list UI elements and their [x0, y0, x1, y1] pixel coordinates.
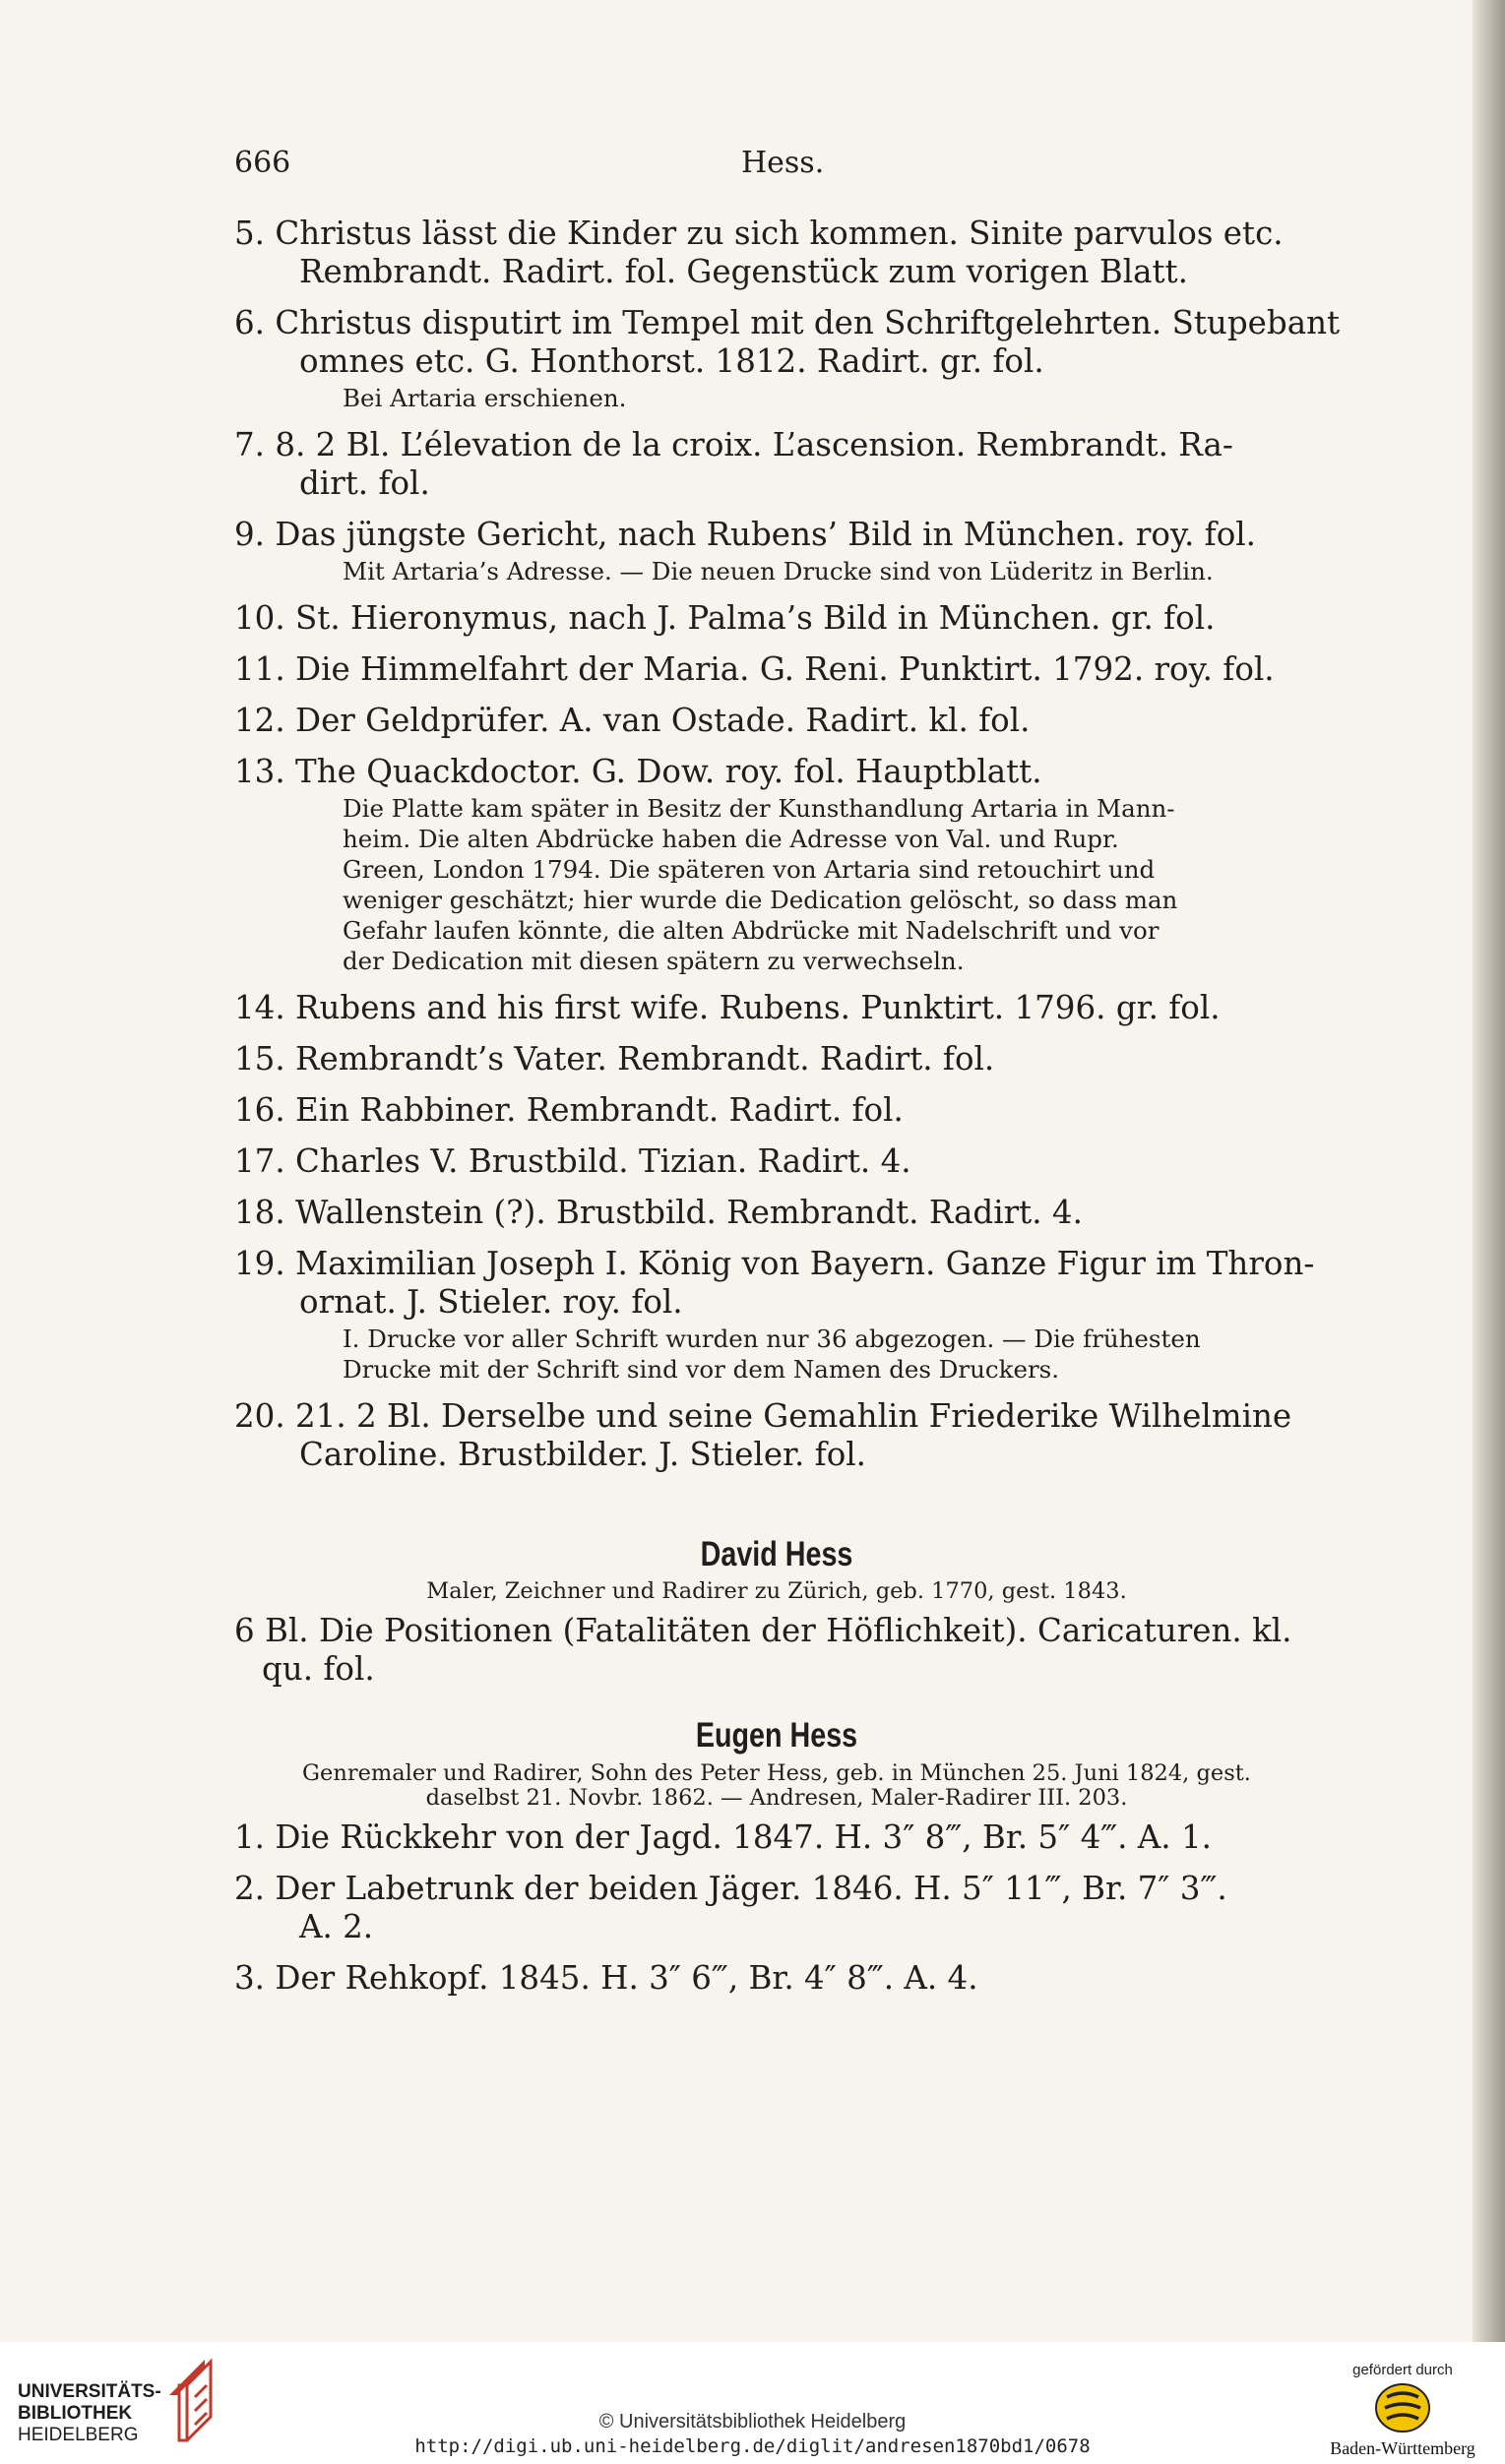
entry-line: 19. Maximilian Joseph I. König von Bayern. Ganze Figur im Thron-: [234, 1245, 1315, 1282]
catalogue-entry: [234, 1397, 1319, 1474]
catalogue-entry: [234, 702, 1319, 740]
note-line: I. Drucke vor aller Schrift wurden nur 36 abgezogen. — Die frühesten: [343, 1324, 1201, 1353]
entry-line: 17. Charles V. Brustbild. Tizian. Radirt. 4.: [234, 1142, 911, 1180]
note-line: Bei Artaria erschienen.: [343, 384, 627, 412]
entry-line: 15. Rembrandt’s Vater. Rembrandt. Radirt. fol.: [234, 1040, 995, 1078]
entry-line: 2. Der Labetrunk der beiden Jäger. 1846. H. 5″ 11‴, Br. 7″ 3‴.: [234, 1870, 1227, 1907]
entry-line: 7. 8. 2 Bl. L’élevation de la croix. L’ascension. Rembrandt. Ra-: [234, 426, 1233, 463]
running-title: Hess.: [741, 146, 825, 180]
entry-line: 11. Die Himmelfahrt der Maria. G. Reni. Punktirt. 1792. roy. fol.: [234, 650, 1275, 688]
entry-line: omnes etc. G. Honthorst. 1812. Radirt. gr. fol.: [299, 342, 1044, 380]
entry-line: 9. Das jüngste Gericht, nach Rubens’ Bild in München. roy. fol.: [234, 516, 1256, 553]
catalogue-entries: [234, 215, 1341, 1474]
note-line: Green, London 1794. Die späteren von Artaria sind retouchirt und: [343, 855, 1156, 884]
entry-line: 16. Ein Rabbiner. Rembrandt. Radirt. fol.: [234, 1091, 904, 1129]
funded-by-label: gefördert durch: [1352, 2362, 1453, 2378]
entry-line: 5. Christus lässt die Kinder zu sich kommen. Sinite parvulos etc.: [234, 215, 1284, 252]
page-number: 666: [234, 146, 291, 180]
catalogue-entry: [234, 1245, 1319, 1322]
catalogue-entry: [234, 516, 1319, 554]
catalogue-entry: [234, 1870, 1319, 1946]
entry-line: 6 Bl. Die Positionen (Fatalitäten der Höflichkeit). Caricaturen. kl.: [234, 1612, 1292, 1649]
page-header: [234, 146, 1319, 187]
entry-line: dirt. fol.: [299, 464, 430, 502]
note-line: Die Platte kam später in Besitz der Kunsthandlung Artaria in Mann-: [343, 794, 1175, 823]
entry-line: 1. Die Rückkehr von der Jagd. 1847. H. 3″ 8‴, Br. 5″ 4‴. A. 1.: [234, 1818, 1212, 1856]
page-content: [234, 215, 1341, 1998]
entry-line: 20. 21. 2 Bl. Derselbe und seine Gemahlin Friederike Wilhelmine: [234, 1397, 1292, 1435]
catalogue-entry: [234, 1959, 1319, 1998]
note-line: weniger geschätzt; hier wurde die Dedication gelöscht, so dass man: [343, 886, 1178, 914]
entry-note: [234, 383, 1319, 413]
entry-line: 18. Wallenstein (?). Brustbild. Rembrandt. Radirt. 4.: [234, 1194, 1083, 1231]
entry-line: A. 2.: [299, 1908, 374, 1945]
catalogue-entry: [234, 426, 1319, 503]
catalogue-entry: [234, 1142, 1319, 1181]
catalogue-entry: [234, 215, 1319, 291]
permalink-url[interactable]: http://digi.ub.uni-heidelberg.de/diglit/andresen1870bd1/0678: [414, 2435, 1091, 2457]
baden-wuerttemberg-crest-icon: [1373, 2381, 1432, 2434]
entry-line: ornat. J. Stieler. roy. fol.: [299, 1283, 683, 1321]
catalogue-entry: [234, 650, 1319, 689]
catalogue-entry: [234, 1040, 1319, 1078]
catalogue-entry: [234, 1818, 1319, 1857]
eugen-hess-subtitle-line: Genremaler und Radirer, Sohn des Peter Hess, geb. in München 25. Juni 1824, gest.: [302, 1760, 1251, 1786]
sponsor-name: Baden-Württemberg: [1330, 2438, 1475, 2458]
eugen-hess-entries: [234, 1818, 1319, 1998]
library-name: UNIVERSITÄTS- BIBLIOTHEK HEIDELBERG: [18, 2381, 161, 2445]
note-line: der Dedication mit diesen spätern zu verwechseln.: [343, 947, 965, 975]
entry-line: 13. The Quackdoctor. G. Dow. roy. fol. Hauptblatt.: [234, 753, 1042, 790]
catalogue-entry: [234, 599, 1319, 638]
catalogue-entry: [234, 753, 1319, 791]
entry-line: Rembrandt. Radirt. fol. Gegenstück zum vorigen Blatt.: [299, 253, 1188, 290]
note-line: Gefahr laufen könnte, die alten Abdrücke mit Nadelschrift und vor: [343, 916, 1160, 945]
note-line: Mit Artaria’s Adresse. — Die neuen Drucke sind von Lüderitz in Berlin.: [343, 557, 1214, 585]
section-heading-david-hess: David Hess: [700, 1535, 853, 1573]
catalogue-entry: [234, 304, 1341, 381]
note-line: heim. Die alten Abdrücke haben die Adresse von Val. und Rupr.: [343, 825, 1119, 853]
entry-line: 6. Christus disputirt im Tempel mit den Schriftgelehrten. Stupebant: [234, 304, 1341, 341]
footer-bar: [0, 2342, 1505, 2464]
copyright-notice: © Universitätsbibliothek Heidelberg: [598, 2411, 907, 2433]
eugen-hess-subtitle-line: daselbst 21. Novbr. 1862. — Andresen, Maler-Radirer III. 203.: [425, 1785, 1128, 1811]
entry-line: 10. St. Hieronymus, nach J. Palma’s Bild in München. gr. fol.: [234, 599, 1216, 637]
david-hess-subtitle: Maler, Zeichner und Radirer zu Zürich, geb. 1770, gest. 1843.: [426, 1578, 1127, 1604]
section-heading-eugen-hess: Eugen Hess: [695, 1716, 858, 1755]
entry-line: 14. Rubens and his first wife. Rubens. Punktirt. 1796. gr. fol.: [234, 989, 1221, 1026]
entry-line: Caroline. Brustbilder. J. Stieler. fol.: [299, 1436, 867, 1473]
note-line: Drucke mit der Schrift sind vor dem Namen des Druckers.: [343, 1355, 1060, 1384]
catalogue-entry: [234, 1091, 1319, 1130]
entry-note: [234, 793, 1319, 976]
entry-note: [234, 1324, 1319, 1385]
catalogue-entry: [234, 989, 1319, 1027]
entry-line: 12. Der Geldprüfer. A. van Ostade. Radirt. kl. fol.: [234, 702, 1031, 739]
catalogue-entry: [234, 1194, 1319, 1232]
entry-note: [234, 556, 1319, 586]
david-hess-entry: [234, 1612, 1319, 1689]
entry-line: 3. Der Rehkopf. 1845. H. 3″ 6‴, Br. 4″ 8‴. A. 4.: [234, 1959, 978, 1997]
entry-line: qu. fol.: [262, 1650, 375, 1688]
page-edge-shadow: [1473, 0, 1505, 2464]
